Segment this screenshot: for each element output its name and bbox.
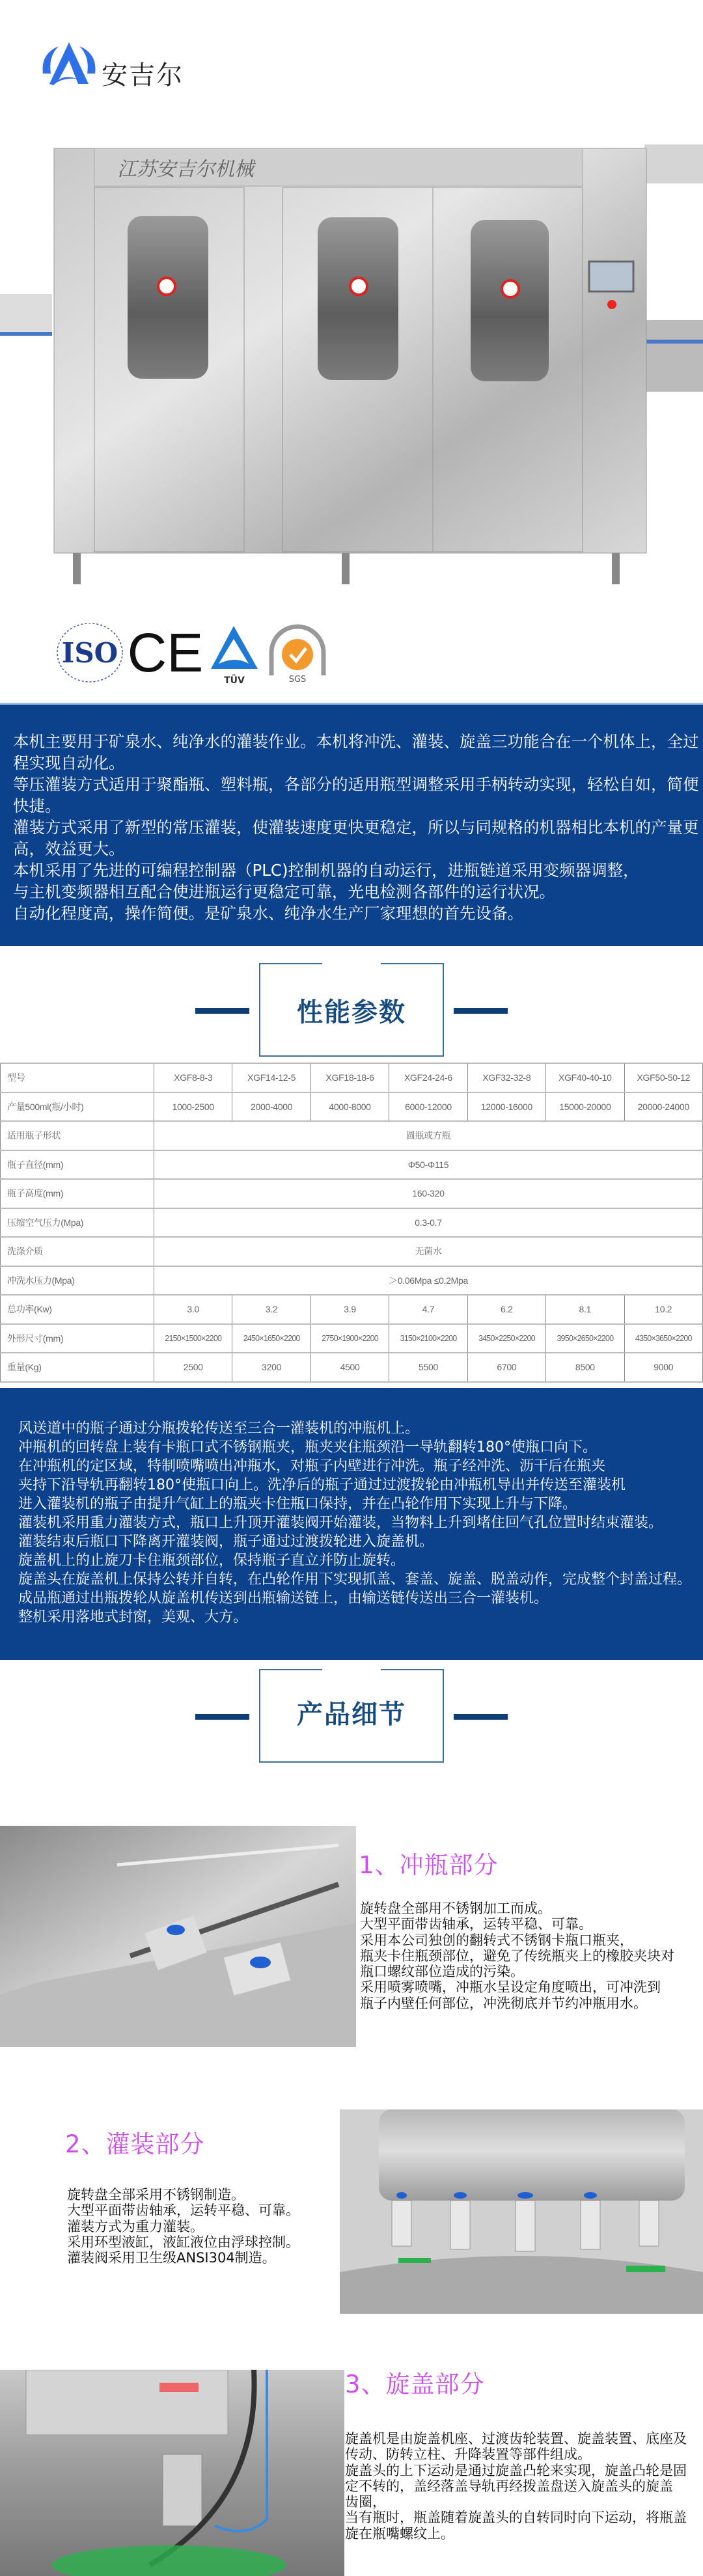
table-cell: 4.7 xyxy=(389,1295,467,1324)
brand-logo-icon xyxy=(39,41,99,85)
intro-panel xyxy=(0,703,703,946)
filling-section-photo xyxy=(340,2109,703,2314)
sgs-logo xyxy=(271,627,324,685)
table-cell: 6.2 xyxy=(467,1295,545,1324)
table-cell: 3450×2250×2200 xyxy=(467,1324,545,1353)
table-cell: 4500 xyxy=(310,1353,389,1382)
table-cell: XGF18-18-6 xyxy=(310,1063,389,1092)
table-cell: XGF14-12-5 xyxy=(232,1063,310,1092)
title-left-bar xyxy=(195,1714,249,1720)
table-cell: 20000-24000 xyxy=(624,1092,702,1122)
table-cell: 3200 xyxy=(232,1353,310,1382)
row-label: 适用瓶子形状 xyxy=(1,1121,154,1150)
svg-text:TÜV: TÜV xyxy=(224,675,245,685)
table-cell: 2000-4000 xyxy=(232,1092,310,1122)
row-label: 型号 xyxy=(1,1063,154,1092)
title-right-bar xyxy=(454,1008,508,1014)
intro-text: 本机主要用于矿泉水、纯净水的灌装作业。本机将冲洗、灌装、旋盖三功能合在一个机体上，全过程实现自动化。 等压灌装方式适用于聚酯瓶、塑料瓶，各部分的适用瓶型调整采用手柄转动实现，轻松自如，简便快捷。 灌装方式采用了新型的常压灌装，使灌装速度更快更稳定，所以与同规格的机器相比本机的产量更高，效益更大。 本机采用了先进的可编程控制器（PLC)控制机器的自动运行，进瓶链道采用变频器调整， 与主机变频器相互配合使进瓶运行更稳定可靠，光电检测各部件的运行状况。 自动化程度高，操作简便。是矿泉水、纯净水生产厂家理想的首先设备。 xyxy=(13,732,699,923)
spec-section-header xyxy=(259,963,444,1057)
row-label: 冲洗水压力(Mpa) xyxy=(1,1266,154,1295)
brand-name: 安吉尔 xyxy=(102,61,184,90)
table-cell: 2500 xyxy=(154,1353,232,1382)
table-row xyxy=(1,1324,703,1353)
table-row xyxy=(1,1179,703,1208)
row-label: 压缩空气压力(Mpa) xyxy=(1,1208,154,1238)
table-cell: 5500 xyxy=(389,1353,467,1382)
table-cell: 9000 xyxy=(624,1353,702,1382)
table-cell: 3950×2650×2200 xyxy=(546,1324,624,1353)
detail-section-header xyxy=(259,1669,444,1763)
table-cell: 2150×1500×2200 xyxy=(154,1324,232,1353)
title-left-bar xyxy=(195,1008,249,1014)
table-cell: 8500 xyxy=(546,1353,624,1382)
certification-logos xyxy=(55,623,335,685)
detail-body-capping: 旋盖机是由旋盖机座、过渡齿轮装置、旋盖装置、底座及 传动、防转立柱、升降装置等部件组成。 旋盖头的上下运动是通过旋盖凸轮来实现，旋盖凸轮是固 定不转的，盖经落盖导轨再经拨盖盘送入旋盖头的旋盖 齿圈， 当有瓶时，瓶盖随着旋盖头的自转同时向下运动，将瓶盖 旋在瓶嘴螺纹上。 xyxy=(345,2431,687,2542)
table-cell: 8.1 xyxy=(546,1295,624,1324)
title-right-bar xyxy=(454,1714,508,1720)
detail-title-capping: 3、旋盖部分 xyxy=(345,2370,485,2398)
iso-logo xyxy=(57,623,122,682)
table-cell: 6700 xyxy=(467,1353,545,1382)
detail-section-title: 产品细节 xyxy=(297,1699,406,1729)
table-row xyxy=(1,1353,703,1382)
detail-title-rinsing: 1、冲瓶部分 xyxy=(359,1851,499,1879)
table-row xyxy=(1,1121,703,1150)
table-cell: XGF50-50-12 xyxy=(624,1063,702,1092)
table-cell: 0.3-0.7 xyxy=(154,1208,703,1238)
table-row xyxy=(1,1150,703,1180)
table-cell: 无菌水 xyxy=(154,1237,703,1266)
detail-body-filling: 旋转盘全部采用不锈钢制造。 大型平面带齿轴承，运转平稳、可靠。 灌装方式为重力灌装。 采用环型液缸，液缸液位由浮球控制。 灌装阀采用卫生级ANSI304制造。 xyxy=(67,2187,299,2266)
table-row xyxy=(1,1208,703,1238)
ce-logo: CE xyxy=(127,623,204,683)
row-label: 总功率(Kw) xyxy=(1,1295,154,1324)
rinsing-section-photo xyxy=(0,1826,356,2047)
table-cell: 2750×1900×2200 xyxy=(310,1324,389,1353)
svg-text:ISO: ISO xyxy=(61,637,118,669)
row-label: 产量500ml(瓶/小时) xyxy=(1,1092,154,1122)
row-label: 洗涤介质 xyxy=(1,1237,154,1266)
table-cell: ＞0.06Mpa ≤0.2Mpa xyxy=(154,1266,703,1295)
table-cell: XGF32-32-8 xyxy=(467,1063,545,1092)
table-cell: 15000-20000 xyxy=(546,1092,624,1122)
table-cell: 3.0 xyxy=(154,1295,232,1324)
row-label: 外形尺寸(mm) xyxy=(1,1324,154,1353)
table-cell: 10.2 xyxy=(624,1295,702,1324)
table-cell: XGF24-24-6 xyxy=(389,1063,467,1092)
table-cell: Φ50-Φ115 xyxy=(154,1150,703,1180)
table-cell: 4350×3650×2200 xyxy=(624,1324,702,1353)
table-cell: 3.2 xyxy=(232,1295,310,1324)
svg-text:SGS: SGS xyxy=(288,675,307,685)
table-row xyxy=(1,1092,703,1122)
table-cell: 12000-16000 xyxy=(467,1092,545,1122)
machine-plate: 江苏安吉尔机械 xyxy=(117,158,254,181)
filling-machine-photo xyxy=(0,144,703,587)
detail-body-rinsing: 旋转盘全部用不锈钢加工而成。 大型平面带齿轴承，运转平稳、可靠。 采用本公司独创的翻转式不锈钢卡瓶口瓶夹， 瓶夹卡住瓶颈部位，避免了传统瓶夹上的橡胶夹块对 瓶口螺纹部位造成的污染。 采用喷雾喷嘴，冲瓶水呈设定角度喷出，可冲洗到 瓶子内壁任何部位，冲洗彻底并节约冲瓶用水。 xyxy=(360,1901,674,2011)
table-cell: XGF40-40-10 xyxy=(546,1063,624,1092)
table-cell: 3150×2100×2200 xyxy=(389,1324,467,1353)
process-text: 风送道中的瓶子通过分瓶拨轮传送至三合一灌装机的冲瓶机上。 冲瓶机的回转盘上装有卡瓶口式不锈钢瓶夹，瓶夹夹住瓶颈沿一导轨翻转180°使瓶口向下。 在冲瓶机的定区域，特制喷嘴喷出冲瓶水，对瓶子内壁进行冲洗。瓶子经冲洗、沥干后在瓶夹 夹持下沿导轨再翻转180°使瓶口向上。洗净后的瓶子通过过渡拨轮由冲瓶机导出并传送至灌装机 进入灌装机的瓶子由提升气缸上的瓶夹卡住瓶口保持，并在凸轮作用下实现上升与下降。 灌装机采用重力灌装方式，瓶口上升顶开灌装阀开始灌装，当物料上升到堵住回气孔位置时结束灌装。 灌装结束后瓶口下降离开灌装阀，瓶子通过过渡拨轮进入旋盖机。 旋盖机上的止旋刀卡住瓶颈部位，保持瓶子直立并防止旋转。 旋盖头在旋盖机上保持公转并自转，在凸轮作用下实现抓盖、套盖、旋盖、脱盖动作，完成整个封盖过程。 成品瓶通过出瓶拨轮从旋盖机传送到出瓶输送链上，由输送链传送出三合一灌装机。 整机采用落地式封窗，美观、大方。 xyxy=(18,1420,692,1625)
table-cell: 2450×1650×2200 xyxy=(232,1324,310,1353)
table-row xyxy=(1,1266,703,1295)
spec-section-title: 性能参数 xyxy=(297,997,406,1027)
table-cell: 6000-12000 xyxy=(389,1092,467,1122)
capping-section-photo xyxy=(0,2370,344,2576)
tuv-logo xyxy=(211,626,258,685)
row-label: 瓶子直径(mm) xyxy=(1,1150,154,1180)
detail-title-filling: 2、灌装部分 xyxy=(65,2130,205,2158)
row-label: 瓶子高度(mm) xyxy=(1,1179,154,1208)
process-panel xyxy=(0,1388,703,1660)
table-row xyxy=(1,1063,703,1092)
spec-table xyxy=(0,1063,703,1383)
row-label: 重量(Kg) xyxy=(1,1353,154,1382)
table-cell: 160-320 xyxy=(154,1179,703,1208)
table-cell: XGF8-8-3 xyxy=(154,1063,232,1092)
table-cell: 圆瓶或方瓶 xyxy=(154,1121,703,1150)
table-cell: 3.9 xyxy=(310,1295,389,1324)
table-row xyxy=(1,1295,703,1324)
table-cell: 1000-2500 xyxy=(154,1092,232,1122)
table-row xyxy=(1,1237,703,1266)
table-cell: 4000-8000 xyxy=(310,1092,389,1122)
